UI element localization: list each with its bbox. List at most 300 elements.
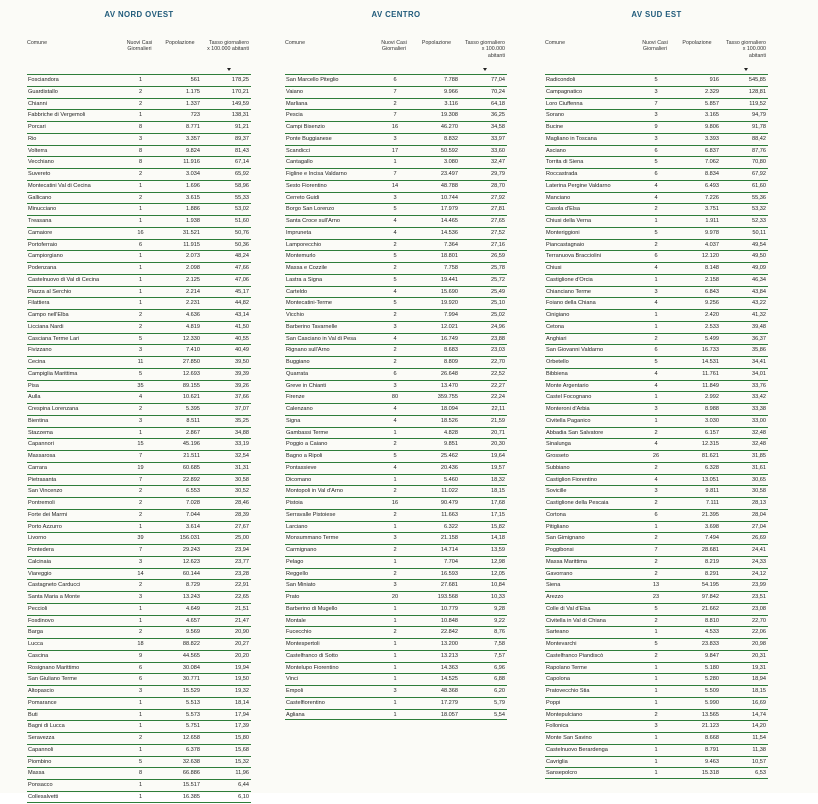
cell-cases: 1: [654, 312, 658, 318]
table-row: [545, 239, 768, 251]
table-row: [545, 145, 768, 157]
table-row: [545, 415, 768, 427]
table-row: [545, 133, 768, 145]
cell-comune: Manciano: [546, 194, 571, 201]
cell-rate: 33,38: [752, 406, 766, 412]
cell-cases: 5: [393, 453, 397, 459]
cell-cases: 5: [654, 229, 658, 236]
cell-population: 7.494: [705, 535, 719, 542]
cell-rate: 50,76: [235, 229, 249, 236]
cell-comune: Guardistallo: [28, 88, 58, 95]
table-row: [285, 497, 507, 509]
cell-rate: 33,42: [752, 394, 766, 401]
cell-cases: 1: [654, 394, 658, 401]
table-row: [27, 145, 251, 157]
table-row: [545, 356, 768, 368]
table-row: [285, 133, 507, 145]
table-row: [285, 685, 507, 697]
cell-comune: Cantagallo: [286, 159, 313, 166]
cell-rate: 27,65: [491, 218, 505, 224]
table-row: [545, 732, 768, 744]
table-row: [545, 673, 768, 685]
cell-rate: 5,54: [494, 711, 505, 718]
cell-cases: 2: [654, 652, 658, 659]
table-row: [545, 156, 768, 168]
cell-cases: 1: [654, 664, 658, 671]
header-population: [671, 40, 725, 74]
cell-comune: Barga: [28, 629, 43, 636]
cell-cases: 9: [654, 124, 658, 130]
cell-cases: 6: [654, 147, 658, 154]
cell-cases: 2: [393, 570, 397, 577]
table-row: [285, 509, 507, 521]
cell-population: 916: [709, 77, 719, 83]
cell-rate: 53,32: [752, 206, 766, 213]
cell-cases: 2: [138, 629, 143, 636]
cell-rate: 53,02: [235, 206, 249, 213]
header-comune-label: Comune: [27, 40, 48, 46]
cell-population: 156.031: [179, 535, 200, 542]
cell-cases: 3: [654, 112, 658, 119]
cell-cases: 3: [138, 558, 143, 565]
table-row: [285, 521, 507, 533]
cell-comune: Porcari: [28, 124, 46, 130]
cell-population: 4.649: [186, 605, 200, 612]
cell-population: 5.573: [186, 711, 200, 718]
cell-population: 5.499: [705, 335, 719, 342]
cell-rate: 11,54: [752, 735, 766, 741]
cell-population: 8.291: [705, 570, 719, 577]
cell-comune: Radicondoli: [546, 77, 576, 83]
table-row: [285, 239, 507, 251]
table-row: [27, 403, 251, 415]
cell-rate: 7,57: [494, 652, 505, 659]
cell-rate: 5,79: [494, 699, 505, 706]
cell-comune: Ponsacco: [28, 782, 53, 788]
table-row: [285, 579, 507, 591]
cell-population: 14.531: [701, 359, 719, 365]
table-row: [545, 192, 768, 204]
cell-cases: 4: [393, 417, 397, 424]
cell-cases: 2: [393, 359, 397, 365]
cell-cases: 1: [654, 323, 658, 330]
table-row: [27, 673, 251, 685]
cell-comune: Campi Bisenzio: [286, 124, 325, 130]
cell-comune: Larciano: [286, 523, 308, 530]
cell-comune: Siena: [546, 582, 561, 589]
table-row: [27, 227, 251, 239]
cell-population: 8.988: [705, 406, 719, 412]
header-population-label: Popolazione: [165, 40, 195, 46]
cell-cases: 20: [391, 594, 399, 600]
cell-population: 10.779: [440, 605, 458, 612]
header-cases-label: Nuovi Casi Giornalieri: [642, 40, 668, 53]
table-row: [285, 368, 507, 380]
cell-cases: 7: [138, 453, 143, 459]
cell-cases: 3: [654, 723, 658, 730]
cell-population: 5.857: [705, 100, 719, 107]
cell-comune: Santa Croce sull'Arno: [286, 218, 340, 224]
table-row: [27, 603, 251, 615]
cell-comune: Barberino Tavarnelle: [286, 323, 338, 330]
cell-cases: 11: [137, 359, 144, 365]
cell-rate: 47,06: [235, 276, 249, 283]
cell-rate: 23,51: [752, 594, 766, 600]
table-row: [27, 521, 251, 533]
cell-cases: 16: [391, 124, 399, 130]
cell-rate: 23,88: [491, 335, 505, 342]
table-row: [545, 497, 768, 509]
header-cases: [641, 40, 671, 74]
cell-rate: 9,28: [494, 605, 505, 612]
cell-population: 19.920: [440, 300, 458, 307]
cell-population: 8.810: [705, 617, 719, 624]
cell-comune: Sinalunga: [546, 441, 571, 448]
cell-population: 1.337: [186, 100, 200, 107]
cell-cases: 3: [393, 323, 397, 330]
table-row: [545, 767, 768, 779]
cell-cases: 1: [138, 429, 143, 436]
cell-population: 48.788: [440, 182, 458, 189]
cell-cases: 4: [393, 464, 397, 471]
cell-comune: Capolona: [546, 676, 570, 683]
cell-population: 2.214: [186, 288, 200, 295]
cell-comune: Campiglia Marittima: [28, 370, 78, 377]
cell-cases: 1: [654, 699, 658, 706]
cell-comune: Carteldo: [286, 288, 308, 295]
cell-rate: 9,22: [494, 617, 505, 624]
cell-comune: Capannori: [28, 441, 54, 448]
table-row: [285, 145, 507, 157]
cell-comune: Lamporecchio: [286, 241, 322, 248]
cell-rate: 34,88: [235, 429, 249, 436]
cell-rate: 19,31: [752, 664, 766, 671]
cell-rate: 45,17: [235, 288, 249, 295]
cell-cases: 5: [654, 359, 658, 365]
cell-population: 4.636: [186, 312, 200, 318]
table-row: [545, 168, 768, 180]
cell-cases: 2: [138, 488, 143, 495]
cell-cases: 2: [654, 429, 658, 436]
sort-down-icon[interactable]: [744, 68, 748, 71]
table-row: [27, 650, 251, 662]
cell-rate: 27,04: [752, 523, 766, 530]
cell-cases: 1: [654, 523, 658, 530]
cell-comune: Podenzana: [28, 265, 57, 271]
cell-comune: Massarosa: [28, 453, 56, 459]
cell-population: 18.526: [440, 417, 458, 424]
header-rate[interactable]: [464, 40, 507, 74]
cell-comune: Massa: [28, 770, 45, 777]
cell-population: 6.843: [705, 288, 719, 295]
cell-rate: 11,38: [752, 746, 766, 753]
cell-rate: 545,85: [748, 77, 766, 83]
table-row: [27, 109, 251, 121]
cell-rate: 37,66: [235, 394, 249, 401]
cell-comune: San Vincenzo: [28, 488, 63, 495]
cell-comune: Forte dei Marmi: [28, 511, 68, 518]
cell-rate: 19,94: [235, 664, 249, 671]
cell-rate: 20,71: [491, 429, 505, 436]
cell-population: 19.441: [440, 276, 458, 283]
cell-cases: 4: [393, 229, 397, 236]
table-row: [27, 239, 251, 251]
cell-population: 16.749: [440, 335, 458, 342]
cell-rate: 6,53: [755, 770, 766, 777]
cell-population: 9.806: [705, 124, 719, 130]
header-population-label: Popolazione: [682, 40, 712, 46]
cell-population: 15.529: [182, 688, 200, 694]
cell-comune: Cerreto Guidi: [286, 194, 320, 201]
cell-rate: 40,55: [235, 335, 249, 342]
cell-population: 3.080: [444, 159, 458, 166]
cell-population: 12.315: [701, 441, 719, 448]
cell-comune: Aulla: [28, 394, 41, 401]
cell-comune: Barberino di Mugello: [286, 605, 338, 612]
cell-population: 16.385: [182, 793, 200, 800]
cell-population: 6.157: [705, 429, 719, 436]
cell-rate: 17,39: [235, 723, 249, 730]
cell-population: 2.329: [705, 88, 719, 95]
cell-rate: 35,25: [235, 417, 249, 424]
cell-population: 9.824: [186, 147, 200, 154]
table-row: [545, 521, 768, 533]
cell-cases: 1: [393, 641, 397, 647]
table-row: [27, 791, 251, 803]
table-row: [545, 450, 768, 462]
cell-cases: 3: [138, 688, 143, 694]
cell-population: 13.213: [440, 652, 458, 659]
cell-population: 7.410: [186, 347, 200, 354]
table-row: [545, 591, 768, 603]
cell-cases: 1: [393, 664, 397, 671]
cell-population: 6.328: [705, 464, 719, 471]
cell-cases: 5: [393, 300, 397, 307]
cell-cases: 23: [652, 594, 660, 600]
cell-rate: 31,31: [235, 464, 249, 471]
cell-rate: 65,92: [235, 171, 249, 177]
cell-population: 32.638: [182, 758, 200, 765]
cell-comune: Poggio a Caiano: [286, 441, 328, 448]
cell-cases: 2: [654, 206, 658, 213]
table-row: [27, 450, 251, 462]
cell-comune: Calenzano: [286, 406, 313, 412]
cell-rate: 22,65: [235, 594, 249, 600]
cell-cases: 35: [137, 382, 144, 389]
cell-population: 46.270: [440, 124, 458, 130]
cell-cases: 7: [393, 171, 397, 177]
cell-cases: 4: [393, 288, 397, 295]
table-row: [545, 274, 768, 286]
cell-population: 9.569: [186, 629, 200, 636]
table-row: [285, 74, 507, 86]
cell-cases: 1: [393, 676, 397, 683]
cell-comune: Marliana: [286, 100, 308, 107]
table-row: [27, 497, 251, 509]
cell-rate: 15,68: [235, 746, 249, 753]
cell-comune: Porto Azzurro: [28, 523, 62, 530]
cell-population: 5.513: [186, 699, 200, 706]
cell-population: 11.915: [183, 241, 200, 248]
table-row: [545, 427, 768, 439]
cell-rate: 16,69: [752, 699, 766, 706]
cell-comune: Roccastrada: [546, 171, 578, 177]
cell-population: 14.714: [440, 547, 458, 553]
cell-comune: Bucine: [546, 124, 564, 130]
table-row: [285, 474, 507, 486]
table-row: [285, 427, 507, 439]
cell-cases: 5: [393, 253, 397, 260]
table-row: [285, 438, 507, 450]
cell-rate: 10,33: [491, 594, 505, 600]
table-header: [27, 22, 251, 74]
cell-rate: 39,26: [235, 382, 249, 389]
cell-population: 9.966: [444, 88, 458, 95]
cell-cases: 2: [393, 488, 397, 495]
cell-comune: Arezzo: [546, 594, 564, 600]
cell-population: 5.751: [186, 723, 200, 730]
cell-comune: Campo nell'Elba: [28, 312, 69, 318]
cell-population: 25.462: [440, 453, 458, 459]
cell-comune: Monte San Savino: [546, 735, 592, 741]
table-row: [285, 638, 507, 650]
cell-comune: Subbiano: [546, 464, 570, 471]
cell-population: 1.175: [186, 88, 200, 95]
table-row: [27, 720, 251, 732]
table-row: [285, 650, 507, 662]
table-row: [27, 779, 251, 791]
table-row: [545, 121, 768, 133]
cell-cases: 4: [654, 194, 658, 201]
cell-cases: 5: [138, 758, 143, 765]
cell-population: 11.663: [441, 511, 458, 518]
cell-population: 44.565: [182, 652, 200, 659]
cell-population: 6.322: [444, 523, 458, 530]
cell-cases: 2: [654, 241, 658, 248]
cell-comune: Rosignano Marittimo: [28, 664, 80, 671]
cell-comune: Civitella Paganico: [546, 417, 591, 424]
cell-population: 22.842: [440, 629, 458, 636]
cell-population: 9.978: [705, 229, 719, 236]
cell-cases: 6: [654, 171, 658, 177]
cell-cases: 1: [654, 770, 658, 777]
cell-comune: Livorno: [28, 535, 47, 542]
cell-cases: 1: [138, 746, 143, 753]
cell-rate: 32,48: [752, 441, 766, 448]
cell-population: 11.761: [702, 370, 719, 377]
cell-cases: 1: [138, 206, 143, 213]
cell-comune: Monteriggioni: [546, 229, 580, 236]
cell-cases: 16: [137, 229, 144, 236]
cell-population: 6.493: [705, 182, 719, 189]
cell-rate: 41,32: [752, 312, 766, 318]
cell-cases: 1: [393, 699, 397, 706]
cell-rate: 18,15: [491, 488, 505, 495]
cell-rate: 128,81: [748, 88, 766, 95]
table-row: [27, 356, 251, 368]
cell-population: 2.533: [705, 323, 719, 330]
cell-population: 7.788: [444, 77, 458, 83]
cell-rate: 14,20: [752, 723, 766, 730]
cell-population: 7.044: [186, 511, 200, 518]
table-row: [545, 638, 768, 650]
cell-comune: Pratovecchio Stia: [546, 688, 590, 694]
table-row: [285, 156, 507, 168]
cell-comune: San Gimignano: [546, 535, 585, 542]
cell-rate: 61,60: [752, 182, 766, 189]
cell-rate: 30,52: [235, 488, 249, 495]
cell-cases: 3: [393, 135, 397, 142]
table-row: [285, 227, 507, 239]
cell-cases: 1: [138, 723, 143, 730]
cell-population: 18.801: [440, 253, 458, 260]
header-rate[interactable]: [725, 40, 768, 74]
cell-rate: 28,46: [235, 500, 249, 506]
panel-nordovest: [27, 8, 251, 803]
cell-population: 1.911: [705, 218, 719, 224]
cell-population: 8.834: [705, 171, 719, 177]
cell-rate: 39,50: [235, 359, 249, 365]
cell-population: 7.028: [186, 500, 200, 506]
cell-population: 18.094: [440, 406, 458, 412]
cell-comune: Chianni: [28, 100, 47, 107]
cell-population: 22.892: [182, 476, 200, 483]
cell-cases: 1: [393, 159, 397, 166]
cell-comune: Buggiano: [286, 359, 310, 365]
header-rate[interactable]: [206, 40, 251, 74]
cell-cases: 8: [138, 159, 143, 166]
table-row: [285, 274, 507, 286]
cell-rate: 24,96: [491, 323, 505, 330]
cell-comune: Foiano della Chiana: [546, 300, 596, 307]
cell-rate: 138,31: [231, 112, 249, 119]
table-row: [545, 720, 768, 732]
cell-comune: Vaiano: [286, 88, 304, 95]
cell-population: 2.867: [186, 429, 200, 436]
cell-rate: 23,94: [235, 547, 249, 553]
table-row: [545, 297, 768, 309]
cell-cases: 1: [138, 711, 143, 718]
cell-cases: 7: [654, 100, 658, 107]
cell-rate: 49,50: [752, 253, 766, 260]
table-row: [545, 697, 768, 709]
cell-population: 31.521: [182, 229, 200, 236]
table-row: [285, 121, 507, 133]
header-cases: [125, 40, 156, 74]
table-row: [285, 568, 507, 580]
cell-rate: 58,96: [235, 182, 249, 189]
sort-down-icon[interactable]: [227, 68, 231, 71]
cell-population: 8.683: [444, 347, 458, 354]
cell-rate: 34,58: [491, 124, 505, 130]
cell-comune: Montevarchi: [546, 641, 577, 647]
cell-population: 10.848: [440, 617, 458, 624]
cell-comune: Montecatini-Terme: [286, 300, 333, 307]
table-row: [285, 450, 507, 462]
cell-cases: 7: [138, 476, 143, 483]
sort-down-icon[interactable]: [483, 68, 487, 71]
cell-population: 3.393: [705, 135, 719, 142]
cell-population: 3.751: [705, 206, 719, 213]
cell-population: 4.819: [186, 323, 200, 330]
cell-rate: 14,74: [752, 711, 766, 718]
cell-cases: 5: [138, 335, 143, 342]
cell-rate: 27,67: [235, 523, 249, 530]
table-row: [285, 286, 507, 298]
table-row: [285, 333, 507, 345]
cell-rate: 27,92: [491, 194, 505, 201]
cell-population: 30.771: [182, 676, 200, 683]
